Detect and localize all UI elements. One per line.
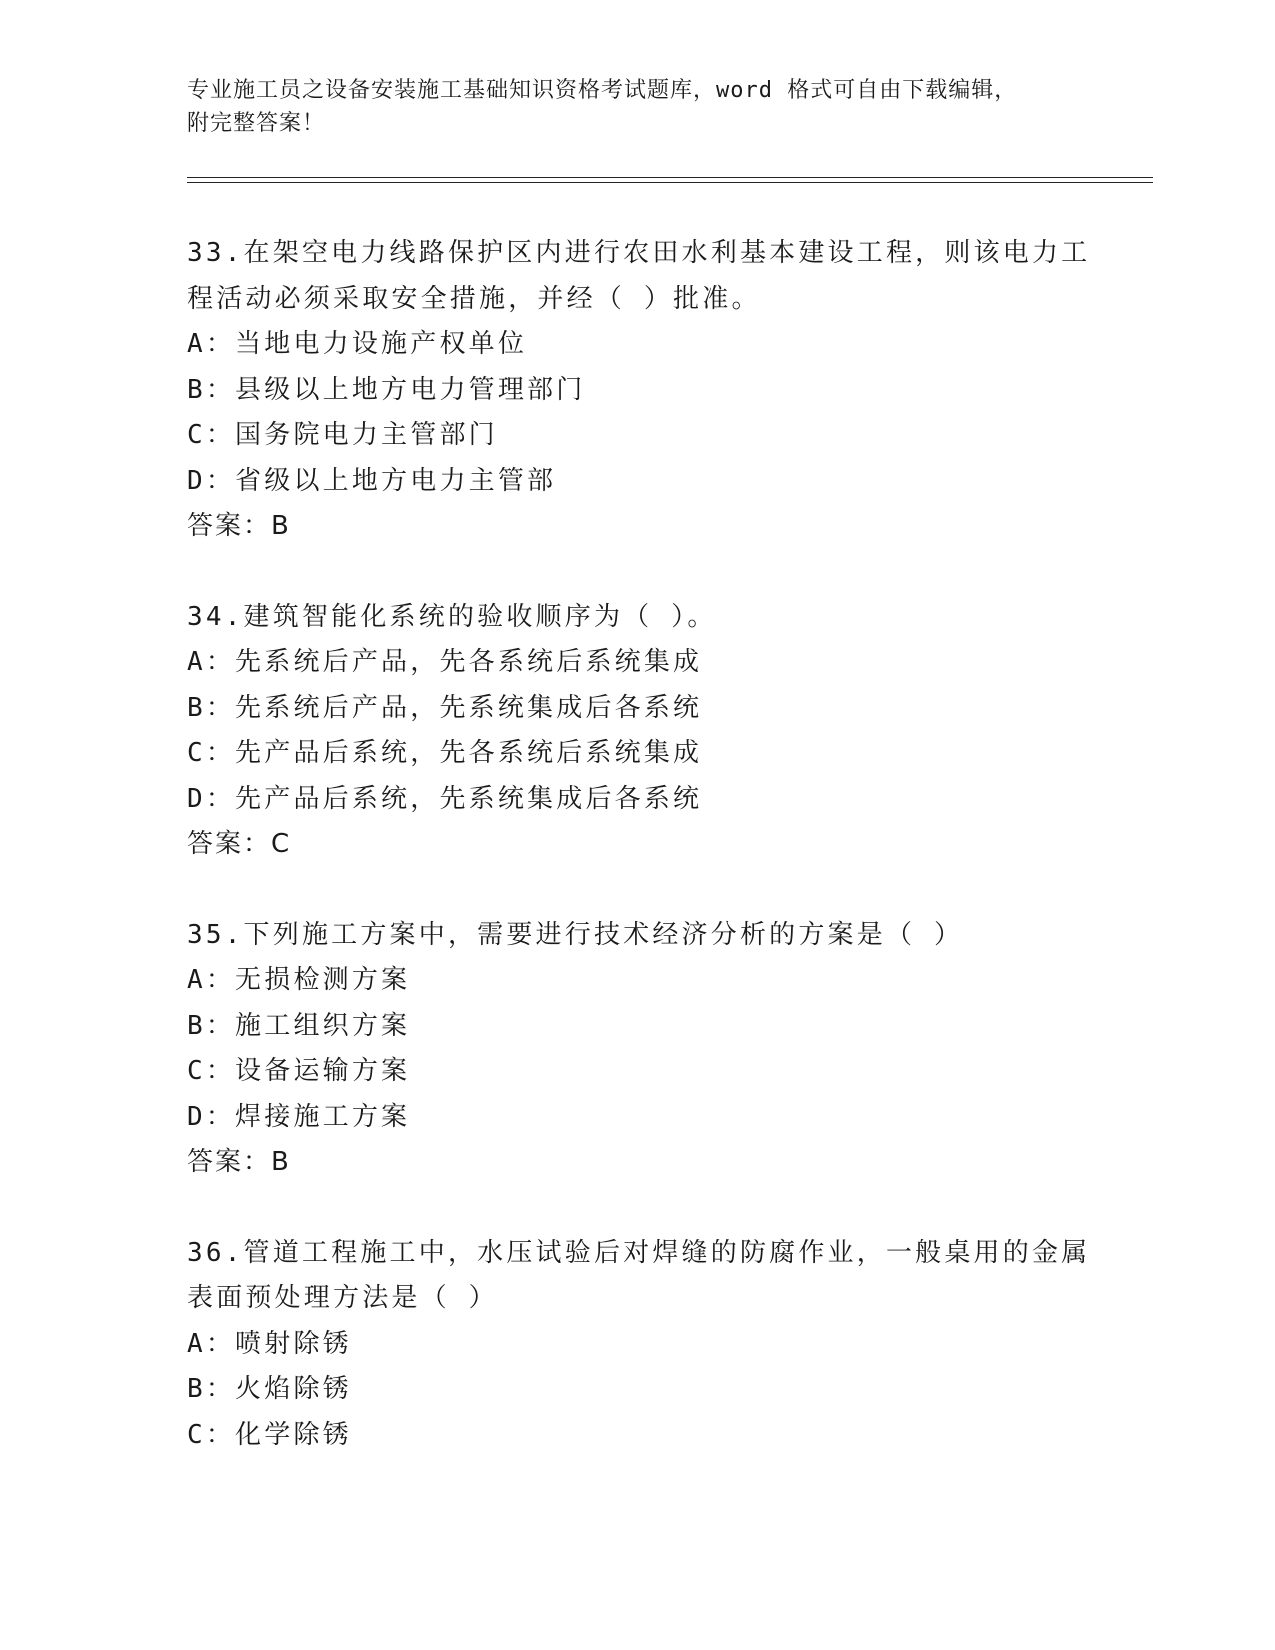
option-b: B：施工组织方案: [187, 1010, 411, 1041]
option-d: D：先产品后系统，先系统集成后各系统: [187, 783, 703, 814]
option-b: B：先系统后产品，先系统集成后各系统: [187, 692, 703, 723]
question-34: [187, 595, 1107, 868]
option-b: B：火焰除锈: [187, 1374, 352, 1404]
answer: 答案：C: [187, 829, 292, 859]
question-stem: 33.在架空电力线路保护区内进行农田水利基本建设工程，则该电力工: [187, 238, 1091, 268]
question-36: [187, 1231, 1107, 1459]
question-stem: 36.管道工程施工中，水压试验后对焊缝的防腐作业，一般桌用的金属: [187, 1237, 1091, 1268]
option-c: C：化学除锈: [187, 1419, 352, 1450]
option-c: C：设备运输方案: [187, 1056, 411, 1086]
header-divider-top: [187, 177, 1153, 178]
option-a: A：当地电力设施产权单位: [187, 329, 528, 359]
option-c: C：先产品后系统，先各系统后系统集成: [187, 738, 703, 768]
option-a: A：无损检测方案: [187, 965, 411, 995]
option-b: B：县级以上地方电力管理部门: [187, 374, 586, 405]
header-line-1: 专业施工员之设备安装施工基础知识资格考试题库，word 格式可自由下载编辑，: [187, 78, 1018, 103]
document-header: [187, 74, 1087, 140]
question-stem: 程活动必须采取安全措施，并经（ ）批准。: [187, 283, 761, 314]
question-list: [187, 231, 1107, 1458]
option-d: D：焊接施工方案: [187, 1101, 411, 1132]
header-divider-bottom: [187, 182, 1153, 183]
question-33: [187, 231, 1107, 550]
option-c: C：国务院电力主管部门: [187, 420, 498, 450]
answer: 答案：B: [187, 1147, 291, 1177]
option-a: A：喷射除锈: [187, 1328, 352, 1359]
option-a: A：先系统后产品，先各系统后系统集成: [187, 647, 703, 677]
option-d: D：省级以上地方电力主管部: [187, 465, 557, 496]
header-line-2: 附完整答案！: [187, 111, 326, 136]
question-35: [187, 913, 1107, 1186]
question-stem: 表面预处理方法是（ ）: [187, 1283, 498, 1313]
answer: 答案：B: [187, 511, 291, 541]
question-stem: 34.建筑智能化系统的验收顺序为（ ）。: [187, 601, 717, 632]
question-stem: 35.下列施工方案中，需要进行技术经济分析的方案是（ ）: [187, 919, 964, 950]
